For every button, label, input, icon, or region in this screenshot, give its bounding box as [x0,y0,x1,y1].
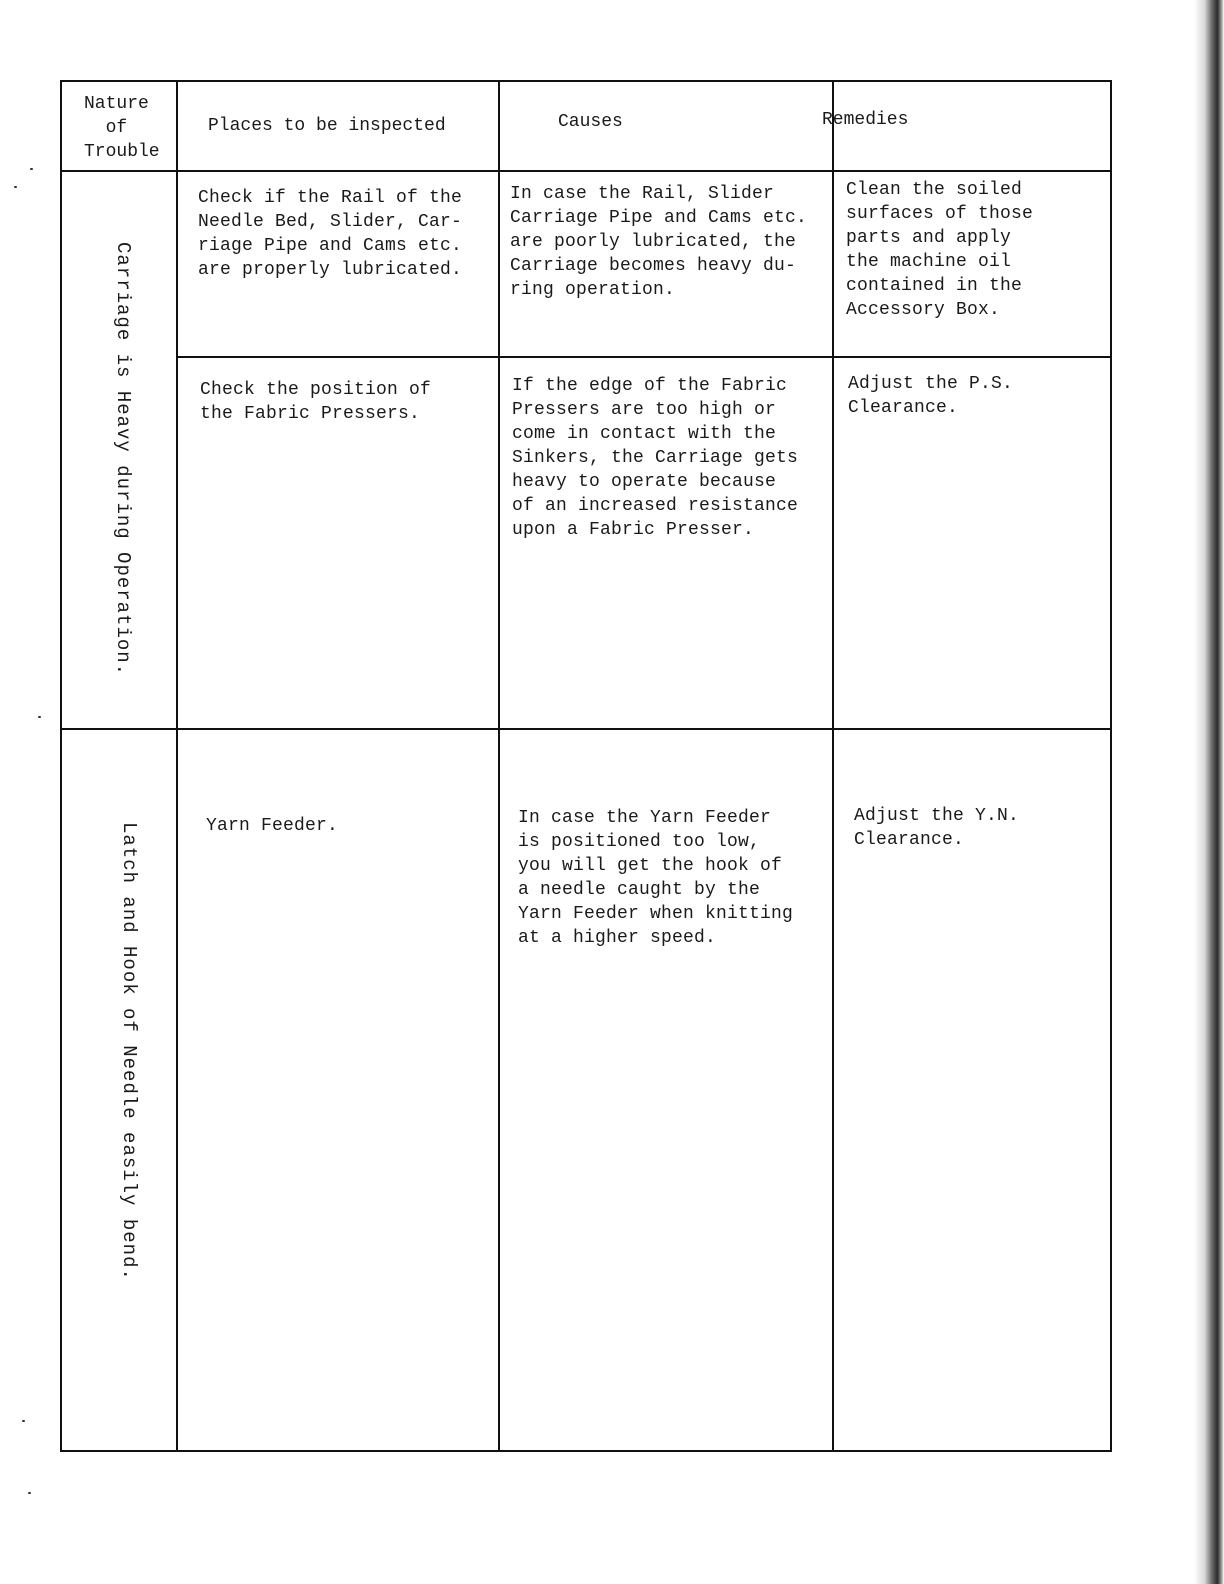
header-causes: Causes [558,112,623,132]
header-nature-of-trouble: Nature of Trouble [84,94,160,162]
column-divider [832,82,834,1452]
cell-remedy: Adjust the Y.N. Clearance. [854,806,1020,850]
troubleshooting-table [60,80,1112,1452]
scan-speck [30,168,33,170]
cell-cause: If the edge of the Fabric Pressers are too high or come in contact with the Sinkers, the Carriage gets heavy to operate because of an increased resistance upon a Fabric Presser. [512,376,799,540]
cell-remedy: Clean the soiled surfaces of those parts and apply the machine oil contained in the Accessory Box. [846,180,1034,320]
trouble-label: Carriage is Heavy during Operation. [112,242,134,677]
scan-speck [38,716,41,718]
column-divider [498,82,500,1452]
cell-cause: In case the Rail, Slider Carriage Pipe and Cams etc. are poorly lubricated, the Carriage becomes heavy du- ring operation. [510,184,808,300]
row-divider [176,356,1110,358]
cell-cause: In case the Yarn Feeder is positioned too low, you will get the hook of a needle caught by the Yarn Feeder when knitting at a higher speed. [518,808,794,948]
scan-speck [22,1420,25,1422]
column-divider [176,82,178,1452]
cell-place: Yarn Feeder. [206,816,339,836]
header-divider [62,170,1110,172]
trouble-label: Latch and Hook of Needle easily bend. [118,822,140,1281]
scan-speck [14,186,17,188]
cell-remedy: Adjust the P.S. Clearance. [848,374,1014,418]
cell-place: Check if the Rail of the Needle Bed, Slider, Car- riage Pipe and Cams etc. are properly lubricated. [198,188,463,280]
cell-place: Check the position of the Fabric Pressers. [200,380,432,424]
scan-edge-shadow [1194,0,1224,1584]
scan-speck [28,1492,31,1494]
header-remedies: Remedies [822,110,909,130]
section-divider [62,728,1110,730]
header-places-to-be-inspected: Places to be inspected [208,116,446,136]
